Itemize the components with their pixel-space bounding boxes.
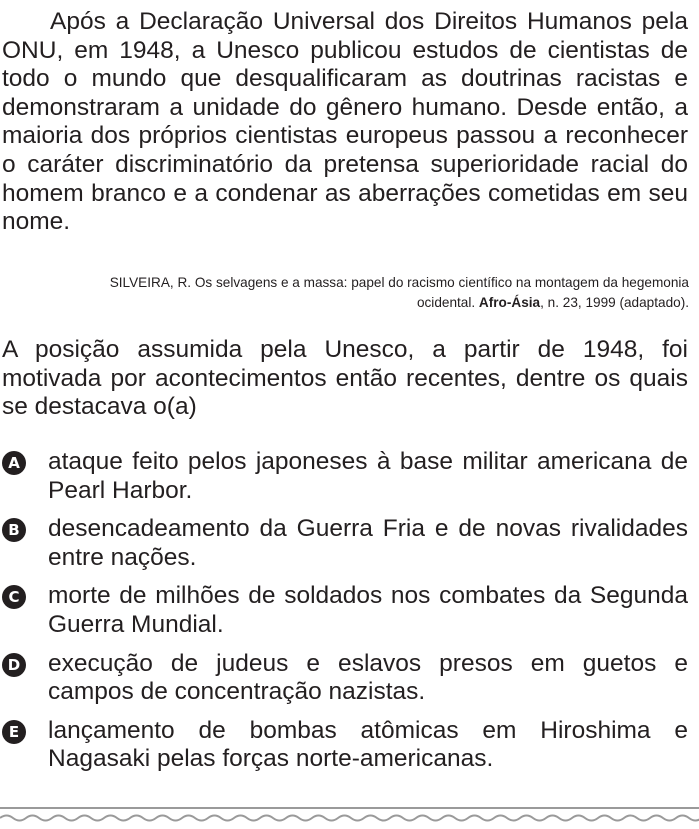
option-c[interactable] [2,582,688,639]
question-stem: A posição assumida pela Unesco, a partir de 1948, foi motivada por acontecimentos então recentes, dentre os quais se destacava o(a) [2,336,688,421]
divider-wave [0,816,699,821]
passage-text: Após a Declaração Universal dos Direitos Humanos pela ONU, em 1948, a Unesco publicou estudos de cientistas de todo o mundo que desqualificaram as doutrinas racistas e demonstraram a unidade do gênero humano. Desde então, a maioria dos próprios cientistas europeus passou a reconhecer o caráter discriminatório da pretensa superioridade racial do homem branco e a condenar as aberrações cometidas em seu nome. [2,8,688,236]
source-journal: Afro-Ásia [478,295,541,310]
option-d-text: execução de judeus e eslavos presos em guetos e campos de concentração nazistas. [48,649,688,706]
option-e[interactable] [2,717,688,774]
option-b-text: desencadeamento da Guerra Fria e de novas rivalidades entre nações. [48,515,688,571]
option-b[interactable] [2,515,688,572]
option-b-letter-icon: B [2,518,26,542]
option-a-letter-icon: A [2,451,26,475]
source-prefix: SILVEIRA, R. Os selvagens e a massa: papel do racismo científico na montagem da hegemonia ocidental. [109,275,689,310]
source-citation [49,273,689,313]
option-d-letter-icon: D [2,653,26,677]
option-a[interactable] [2,448,688,505]
option-e-letter-icon: E [2,720,26,744]
option-c-text: morte de milhões de soldados nos combates da Segunda Guerra Mundial. [48,582,688,638]
wavy-divider [0,806,699,826]
option-a-text: ataque feito pelos japoneses à base militar americana de Pearl Harbor. [48,448,688,504]
option-e-text: lançamento de bombas atômicas em Hiroshima e Nagasaki pelas forças norte-americanas. [48,716,688,773]
option-c-letter-icon: C [2,585,26,609]
answer-options [2,448,688,784]
source-suffix: , n. 23, 1999 (adaptado). [540,295,689,310]
option-d[interactable] [2,650,688,707]
